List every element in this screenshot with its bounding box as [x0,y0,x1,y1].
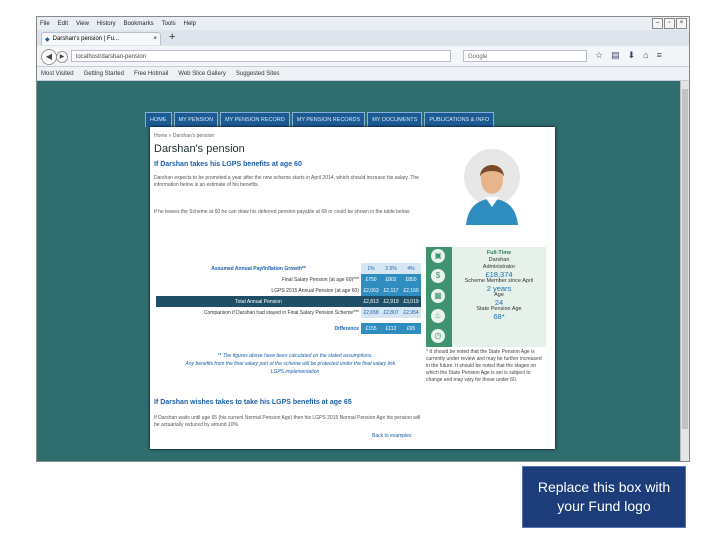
npa-value: 68* [493,312,505,321]
row-label: Difference [334,325,359,332]
footnote: Any benefits from the final salary part of the scheme will be protected under the final salary link. [185,361,397,367]
bookmark-star-icon[interactable]: ☆ [595,50,604,60]
footnote: LGPS implementation [270,369,320,375]
age65-text: If Darshan waits until age 65 (his current Normal Pension Age) then his LGPS 2015 Normal Pension Age his pension will be actuarially reduced by around 10%. [154,415,421,428]
section-heading-age65: If Darshan wishes takes to take his LGPS benefits at age 65 [154,399,352,406]
bookmark-most-visited[interactable]: Most Visited [41,70,74,77]
browser-tab[interactable] [41,32,161,45]
status: Full-Time [486,250,512,256]
section-heading-age60: If Darshan takes his LGPS benefits at age 60 [154,161,302,168]
pension-table [156,263,421,334]
back-icon[interactable]: ◀ [41,49,57,65]
difference-row [156,323,421,334]
search-input[interactable]: Google [463,50,587,62]
cell: £2,919 [381,296,401,307]
member-name: Darshan [488,257,510,263]
window-controls [652,18,687,29]
menu-view[interactable]: View [76,20,89,27]
bookmark-suggested-sites[interactable]: Suggested Sites [235,70,280,77]
footnote: ** The figures above have been calculated on the stated assumptions. [217,353,373,359]
new-tab-button[interactable]: + [169,31,176,43]
cell: £750 [361,274,381,285]
table-heading: Assumed Annual Pay/Inflation Growth** [211,265,306,272]
cell: £65 [401,323,421,334]
close-icon[interactable]: × [676,18,687,29]
npa-label: State Pension Age [476,306,522,312]
hamburger-menu-icon[interactable]: ≡ [656,50,662,60]
cell: £112 [381,323,401,334]
intro-text: Darshan expects to be promoted a year after the new scheme starts in April 2014, which should increase his salary. The information below is an estimate of his benefits. [154,175,419,188]
profile-icon-column [426,247,452,347]
money-bag-icon: $ [431,269,445,283]
breadcrumb[interactable]: Home » Darshan's pension [154,133,215,139]
scrollbar-thumb[interactable] [682,89,688,429]
menu-help[interactable]: Help [183,20,196,27]
menu-tools[interactable]: Tools [161,20,176,27]
navigation-toolbar [37,46,689,67]
cell: £850 [401,274,421,285]
profile-card [452,247,546,347]
bookmark-free-hotmail[interactable]: Free Hotmail [133,70,169,77]
cell: £2,807 [381,307,401,318]
page-title: Darshan's pension [154,143,245,155]
salary: £18,374 [485,270,513,279]
cell: £2,658 [361,307,381,318]
nav-my-pension-records[interactable]: MY PENSION RECORDS [292,112,365,127]
bookmarks-menu-icon[interactable]: ▤ [611,50,620,60]
home-icon[interactable]: ⌂ [643,50,649,60]
maximize-icon[interactable]: ▫ [664,18,675,29]
cake-icon: ♨ [431,309,445,323]
cell: £2,117 [381,285,401,296]
briefcase-icon: ▣ [431,249,445,263]
menu-file[interactable]: File [40,20,50,27]
cell: £3,019 [401,296,421,307]
nav-my-pension-record[interactable]: MY PENSION RECORD [220,112,290,127]
tab-close-icon[interactable]: × [153,36,157,42]
download-icon[interactable]: ⬇ [627,50,636,60]
total-row [156,296,421,307]
membership-label: Scheme Member since April [464,278,534,284]
url-input[interactable]: localhost/darshan-pension [71,50,451,62]
row-label: Final Salary Pension (at age 60)*** [281,276,359,283]
membership-value: 2 years [486,284,512,293]
comparison-row [156,307,421,318]
cell: £2,169 [401,285,421,296]
col-header: 2.5% [381,263,401,274]
table-row [156,274,421,285]
total-label: Total Annual Pension [156,296,361,307]
cell: £2,954 [401,307,421,318]
nav-my-documents[interactable]: MY DOCUMENTS [367,112,422,127]
table-row [156,285,421,296]
bookmark-web-slice[interactable]: Web Slice Gallery [178,70,226,77]
browser-window [36,16,690,462]
site-nav [145,112,494,127]
bookmarks-bar [37,67,689,81]
nav-publications[interactable]: PUBLICATIONS & INFO [424,112,494,127]
col-header: 1% [361,263,381,274]
member-role: Administrator [482,264,516,270]
logo-placeholder-text: Replace this box with your Fund logo [537,479,671,514]
clock-icon: ◷ [431,329,445,343]
cell: £2,063 [361,285,381,296]
side-note: * It should be noted that the State Pension Age is currently under review and may be further increased in the future. It should be noted that the stages on which the State Pension Age is set is subject to change and may vary for those under 60. [426,349,542,383]
fund-logo-placeholder [522,466,686,528]
page-favicon-icon: ◆ [45,36,50,43]
menu-bar [37,17,689,30]
menu-bookmarks[interactable]: Bookmarks [123,20,154,27]
minimize-icon[interactable]: – [652,18,663,29]
menu-edit[interactable]: Edit [57,20,69,27]
nav-my-pension[interactable]: MY PENSION [174,112,218,127]
cell: £2,813 [361,296,381,307]
cell: £802 [381,274,401,285]
cell: £155 [361,323,381,334]
deferred-text: If he leaves the Scheme at 60 he can draw his deferred pension payable at 68 or could be shown in the table below: [154,209,411,215]
nav-home[interactable]: HOME [145,112,172,127]
age-label: Age [494,292,504,298]
bookmark-getting-started[interactable]: Getting Started [83,70,124,77]
tab-bar [37,30,689,46]
toolbar-icons [595,50,662,61]
row-label: LGPS 2015 Annual Pension (at age 60) [271,287,359,294]
tab-title: Darshan's pension | Fu... [52,36,120,42]
calendar-icon: ▦ [431,289,445,303]
menu-history[interactable]: History [96,20,116,27]
age-value: 24 [494,298,504,307]
col-header: 4% [401,263,421,274]
back-to-examples-link[interactable]: Back to examples [372,433,412,439]
row-label: Comparison if Darshan had stayed in Final Salary Pension Scheme*** [203,309,359,316]
content-page [150,127,555,449]
avatar-icon [460,147,524,225]
forward-icon[interactable]: ▶ [56,51,68,63]
